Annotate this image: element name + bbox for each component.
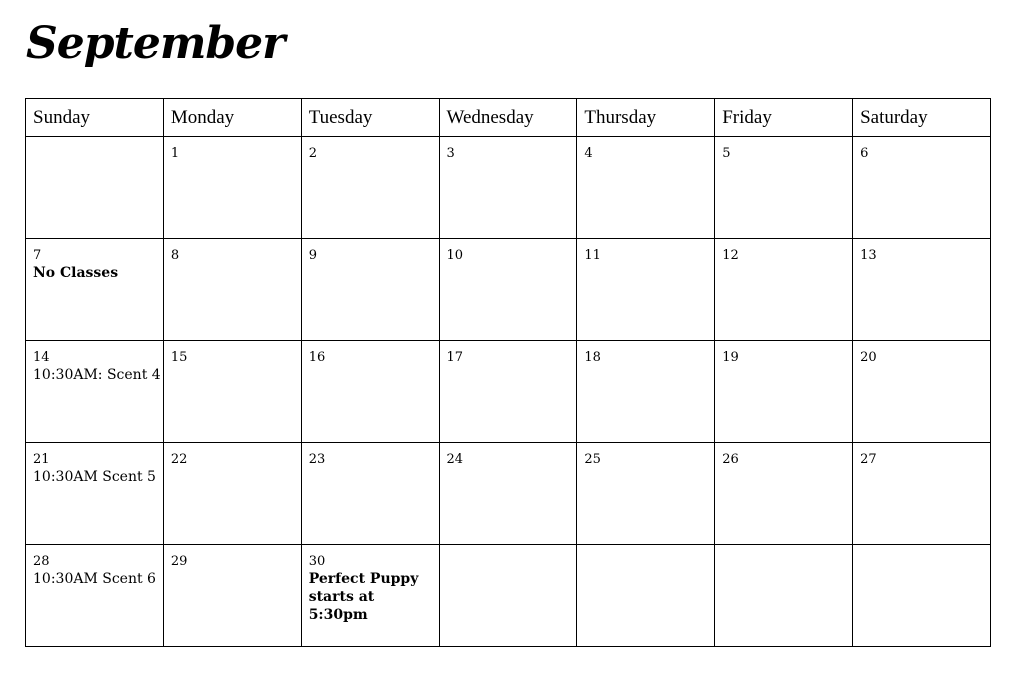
- day-number: 9: [308, 248, 317, 263]
- weekday-header-saturday: Saturday: [853, 99, 991, 137]
- day-number: 21: [33, 452, 50, 467]
- month-title: September: [26, 18, 285, 69]
- week-row: [26, 443, 991, 545]
- day-number: 10: [446, 248, 464, 263]
- week-row: [26, 341, 991, 443]
- day-number: 30: [308, 554, 326, 569]
- weekday-header-tuesday: Tuesday: [301, 99, 439, 137]
- day-cell[interactable]: [577, 137, 715, 239]
- day-cell[interactable]: [26, 239, 164, 341]
- event-text: 10:30AM Scent 6: [33, 571, 156, 587]
- day-number: 18: [584, 350, 601, 365]
- day-number: 22: [170, 452, 188, 467]
- day-cell[interactable]: [163, 443, 301, 545]
- day-cell[interactable]: [439, 545, 577, 647]
- day-cell[interactable]: [301, 137, 439, 239]
- day-number: 23: [308, 452, 326, 467]
- day-cell[interactable]: [163, 239, 301, 341]
- day-number: 1: [170, 146, 180, 161]
- day-number: 17: [446, 350, 464, 365]
- day-number: 28: [33, 554, 50, 569]
- day-number: 2: [308, 146, 317, 161]
- day-number: 3: [446, 146, 455, 161]
- day-cell[interactable]: [577, 239, 715, 341]
- day-cell[interactable]: [577, 443, 715, 545]
- day-number: 27: [860, 452, 877, 467]
- day-cell[interactable]: [26, 545, 164, 647]
- day-number: 29: [170, 554, 188, 569]
- day-number: 15: [170, 350, 188, 365]
- week-row: [26, 239, 991, 341]
- day-cell[interactable]: [163, 545, 301, 647]
- day-number: 24: [446, 452, 464, 467]
- day-cell[interactable]: [715, 137, 853, 239]
- day-cell[interactable]: [439, 341, 577, 443]
- day-number: 7: [33, 248, 42, 263]
- day-number: 19: [722, 350, 739, 365]
- weekday-header-row: [26, 99, 991, 137]
- day-cell[interactable]: [301, 239, 439, 341]
- day-number: 14: [33, 350, 50, 365]
- day-number: 25: [584, 452, 601, 467]
- week-row: [26, 137, 991, 239]
- event-text: Perfect Puppy starts at 5:30pm: [308, 571, 419, 623]
- weekday-header-friday: Friday: [715, 99, 853, 137]
- weekday-header-thursday: Thursday: [577, 99, 715, 137]
- day-cell[interactable]: [301, 443, 439, 545]
- day-cell[interactable]: [439, 137, 577, 239]
- day-cell[interactable]: [301, 545, 439, 647]
- day-cell[interactable]: [577, 341, 715, 443]
- event-text: 10:30AM Scent 5: [33, 469, 156, 485]
- day-cell[interactable]: [853, 137, 991, 239]
- day-number: 12: [722, 248, 739, 263]
- day-cell[interactable]: [853, 443, 991, 545]
- day-number: 16: [308, 350, 326, 365]
- day-cell[interactable]: [853, 545, 991, 647]
- day-number: 5: [722, 146, 731, 161]
- day-cell[interactable]: [715, 341, 853, 443]
- day-cell[interactable]: [853, 341, 991, 443]
- day-cell[interactable]: [26, 341, 164, 443]
- day-cell[interactable]: [577, 545, 715, 647]
- calendar-body: [26, 137, 991, 647]
- day-cell[interactable]: [163, 137, 301, 239]
- calendar-grid: [25, 98, 991, 647]
- day-cell[interactable]: [853, 239, 991, 341]
- day-number: 26: [722, 452, 739, 467]
- day-number: 6: [860, 146, 869, 161]
- weekday-header-wednesday: Wednesday: [439, 99, 577, 137]
- weekday-header-monday: Monday: [163, 99, 301, 137]
- day-number: 8: [170, 248, 180, 263]
- weekday-header-sunday: Sunday: [26, 99, 164, 137]
- day-cell[interactable]: [715, 239, 853, 341]
- day-number: 20: [860, 350, 877, 365]
- day-number: 13: [860, 248, 877, 263]
- day-cell[interactable]: [26, 443, 164, 545]
- day-cell[interactable]: [439, 239, 577, 341]
- day-cell[interactable]: [715, 443, 853, 545]
- event-text: 10:30AM: Scent 4: [33, 367, 161, 383]
- day-cell[interactable]: [301, 341, 439, 443]
- day-cell[interactable]: [163, 341, 301, 443]
- event-text: No Classes: [33, 265, 119, 281]
- week-row: [26, 545, 991, 647]
- day-cell[interactable]: [439, 443, 577, 545]
- day-number: 4: [584, 146, 593, 161]
- day-number: 11: [584, 248, 601, 263]
- day-cell[interactable]: [26, 137, 164, 239]
- day-cell[interactable]: [715, 545, 853, 647]
